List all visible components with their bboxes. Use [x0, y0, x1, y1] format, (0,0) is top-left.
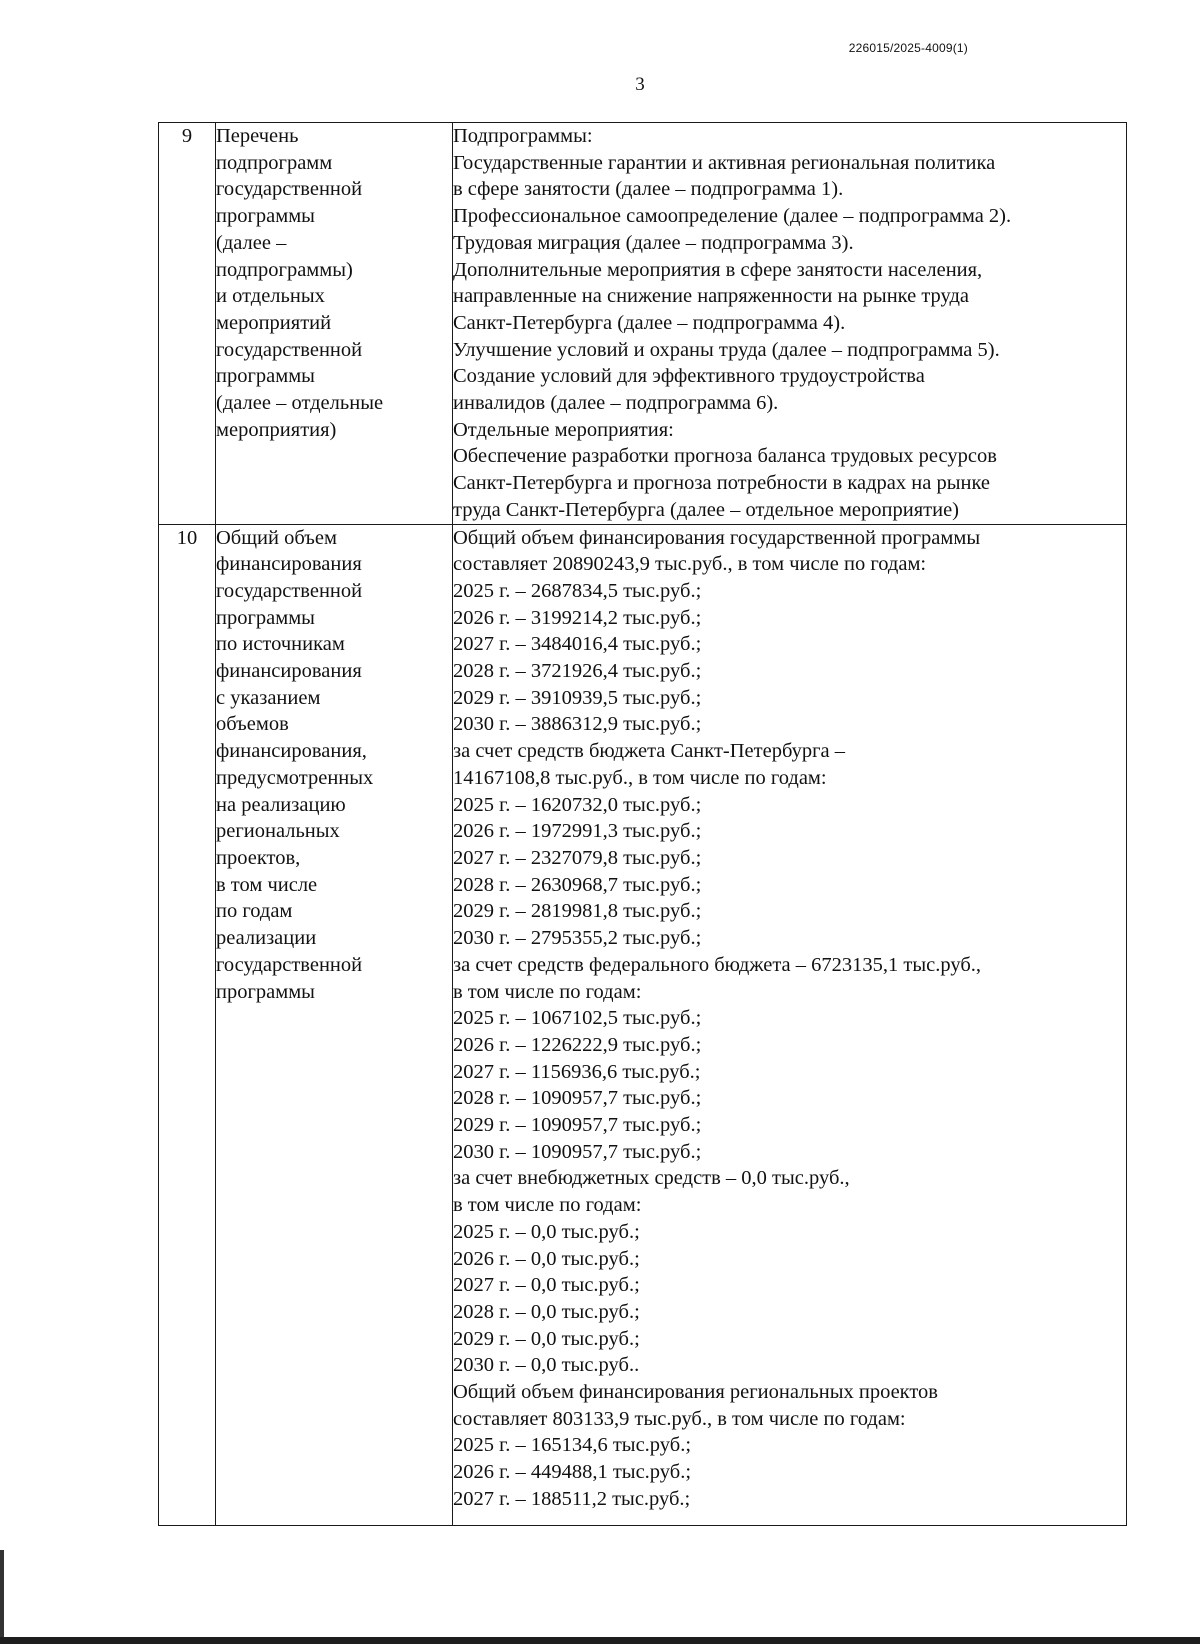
- text-line: 2025 г. – 1620732,0 тыс.руб.;: [453, 793, 702, 816]
- text-line: финансирования: [216, 660, 362, 683]
- text-line: по годам: [216, 900, 293, 923]
- text-line: объемов: [216, 713, 289, 736]
- text-line: 2030 г. – 2795355,2 тыс.руб.;: [453, 927, 702, 950]
- table-row-10: [159, 524, 1127, 1525]
- text-line: региональных: [216, 820, 340, 843]
- text-line: 2029 г. – 2819981,8 тыс.руб.;: [453, 900, 702, 923]
- text-line: 2028 г. – 2630968,7 тыс.руб.;: [453, 873, 702, 896]
- text-line: направленные на снижение напряженности на рынке труда: [453, 285, 970, 308]
- text-line: в том числе: [216, 873, 318, 896]
- text-line: реализации: [216, 927, 317, 950]
- text-line: Обеспечение разработки прогноза баланса трудовых ресурсов: [453, 445, 997, 468]
- text-line: государственной: [216, 178, 363, 201]
- text-line: государственной: [216, 338, 363, 361]
- text-line: 2030 г. – 1090957,7 тыс.руб.;: [453, 1140, 702, 1163]
- text-line: за счет внебюджетных средств – 0,0 тыс.руб.,: [453, 1167, 850, 1190]
- text-line: 2027 г. – 188511,2 тыс.руб.;: [453, 1487, 691, 1510]
- text-line: государственной: [216, 953, 363, 976]
- text-line: 2027 г. – 0,0 тыс.руб.;: [453, 1274, 640, 1297]
- text-line: составляет 803133,9 тыс.руб., в том числе по годам:: [453, 1407, 906, 1430]
- text-line: 2026 г. – 3199214,2 тыс.руб.;: [453, 606, 702, 629]
- text-line: Дополнительные мероприятия в сфере занятости населения,: [453, 258, 983, 281]
- text-line: 2028 г. – 1090957,7 тыс.руб.;: [453, 1087, 702, 1110]
- text-line: программы: [216, 606, 315, 629]
- text-line: Перечень: [216, 125, 299, 147]
- text-line: программы: [216, 980, 315, 1003]
- text-line: финансирования,: [216, 740, 367, 763]
- row-content: [453, 524, 1127, 1525]
- text-line: 2030 г. – 0,0 тыс.руб..: [453, 1354, 640, 1377]
- text-line: 2029 г. – 0,0 тыс.руб.;: [453, 1327, 640, 1350]
- text-line: 2026 г. – 1972991,3 тыс.руб.;: [453, 820, 702, 843]
- text-line: инвалидов (далее – подпрограмма 6).: [453, 392, 779, 415]
- text-line: 2028 г. – 0,0 тыс.руб.;: [453, 1300, 640, 1323]
- text-line: Государственные гарантии и активная региональная политика: [453, 151, 996, 174]
- text-line: 2025 г. – 1067102,5 тыс.руб.;: [453, 1007, 702, 1030]
- text-line: в том числе по годам:: [453, 1194, 642, 1217]
- text-line: по источникам: [216, 633, 345, 656]
- text-line: Создание условий для эффективного трудоустройства: [453, 365, 925, 388]
- text-line: 2027 г. – 1156936,6 тыс.руб.;: [453, 1060, 701, 1083]
- text-line: 2026 г. – 1226222,9 тыс.руб.;: [453, 1033, 702, 1056]
- text-line: труда Санкт-Петербурга (далее – отдельное мероприятие): [453, 498, 959, 521]
- text-line: Общий объем: [216, 526, 337, 549]
- text-line: предусмотренных: [216, 766, 374, 789]
- scan-edge-mark: [0, 1550, 4, 1644]
- row-number: 9: [159, 123, 216, 525]
- text-line: с указанием: [216, 686, 321, 709]
- text-line: на реализацию: [216, 793, 346, 816]
- text-line: подпрограмм: [216, 151, 333, 174]
- text-line: Общий объем финансирования государственной программы: [453, 526, 981, 549]
- text-line: Отдельные мероприятия:: [453, 418, 674, 441]
- text-line: 14167108,8 тыс.руб., в том числе по годам:: [453, 766, 827, 789]
- text-line: Санкт-Петербурга (далее – подпрограмма 4).: [453, 311, 846, 334]
- text-line: Санкт-Петербурга и прогноза потребности в кадрах на рынке: [453, 472, 990, 495]
- text-line: (далее –: [216, 231, 287, 254]
- row-label: [216, 524, 453, 1525]
- row-content: [453, 123, 1127, 525]
- document-number: 226015/2025-4009(1): [848, 41, 968, 55]
- text-line: в сфере занятости (далее – подпрограмма 1).: [453, 178, 844, 201]
- text-line: (далее – отдельные: [216, 392, 384, 415]
- scan-bottom-edge: [0, 1637, 1200, 1644]
- text-line: мероприятий: [216, 311, 332, 334]
- table-row-9: [159, 123, 1127, 525]
- text-line: Улучшение условий и охраны труда (далее – подпрограмма 5).: [453, 338, 1000, 361]
- text-line: подпрограммы): [216, 258, 353, 281]
- row-number: 10: [159, 524, 216, 1525]
- text-line: 2025 г. – 165134,6 тыс.руб.;: [453, 1434, 692, 1457]
- text-line: Трудовая миграция (далее – подпрограмма 3).: [453, 231, 854, 254]
- text-line: 2025 г. – 2687834,5 тыс.руб.;: [453, 579, 702, 602]
- text-line: Подпрограммы:: [453, 125, 593, 147]
- page-number: 3: [635, 74, 645, 95]
- text-line: 2026 г. – 449488,1 тыс.руб.;: [453, 1461, 692, 1484]
- text-line: проектов,: [216, 846, 301, 869]
- text-line: 2025 г. – 0,0 тыс.руб.;: [453, 1220, 640, 1243]
- text-line: за счет средств федерального бюджета – 6723135,1 тыс.руб.,: [453, 953, 981, 976]
- text-line: 2027 г. – 3484016,4 тыс.руб.;: [453, 633, 702, 656]
- text-line: программы: [216, 365, 315, 388]
- text-line: Профессиональное самоопределение (далее – подпрограмма 2).: [453, 205, 1012, 228]
- text-line: 2030 г. – 3886312,9 тыс.руб.;: [453, 713, 702, 736]
- text-line: 2027 г. – 2327079,8 тыс.руб.;: [453, 846, 702, 869]
- text-line: Общий объем финансирования региональных проектов: [453, 1381, 938, 1404]
- row-label: [216, 123, 453, 525]
- text-line: в том числе по годам:: [453, 980, 642, 1003]
- text-line: 2029 г. – 1090957,7 тыс.руб.;: [453, 1114, 702, 1137]
- text-line: 2026 г. – 0,0 тыс.руб.;: [453, 1247, 640, 1270]
- passport-table: [158, 122, 1127, 1526]
- text-line: мероприятия): [216, 418, 337, 441]
- text-line: финансирования: [216, 553, 362, 576]
- text-line: 2028 г. – 3721926,4 тыс.руб.;: [453, 660, 702, 683]
- text-line: государственной: [216, 579, 363, 602]
- text-line: за счет средств бюджета Санкт-Петербурга –: [453, 740, 845, 763]
- text-line: программы: [216, 205, 315, 228]
- text-line: составляет 20890243,9 тыс.руб., в том числе по годам:: [453, 553, 927, 576]
- text-line: и отдельных: [216, 285, 325, 308]
- text-line: 2029 г. – 3910939,5 тыс.руб.;: [453, 686, 702, 709]
